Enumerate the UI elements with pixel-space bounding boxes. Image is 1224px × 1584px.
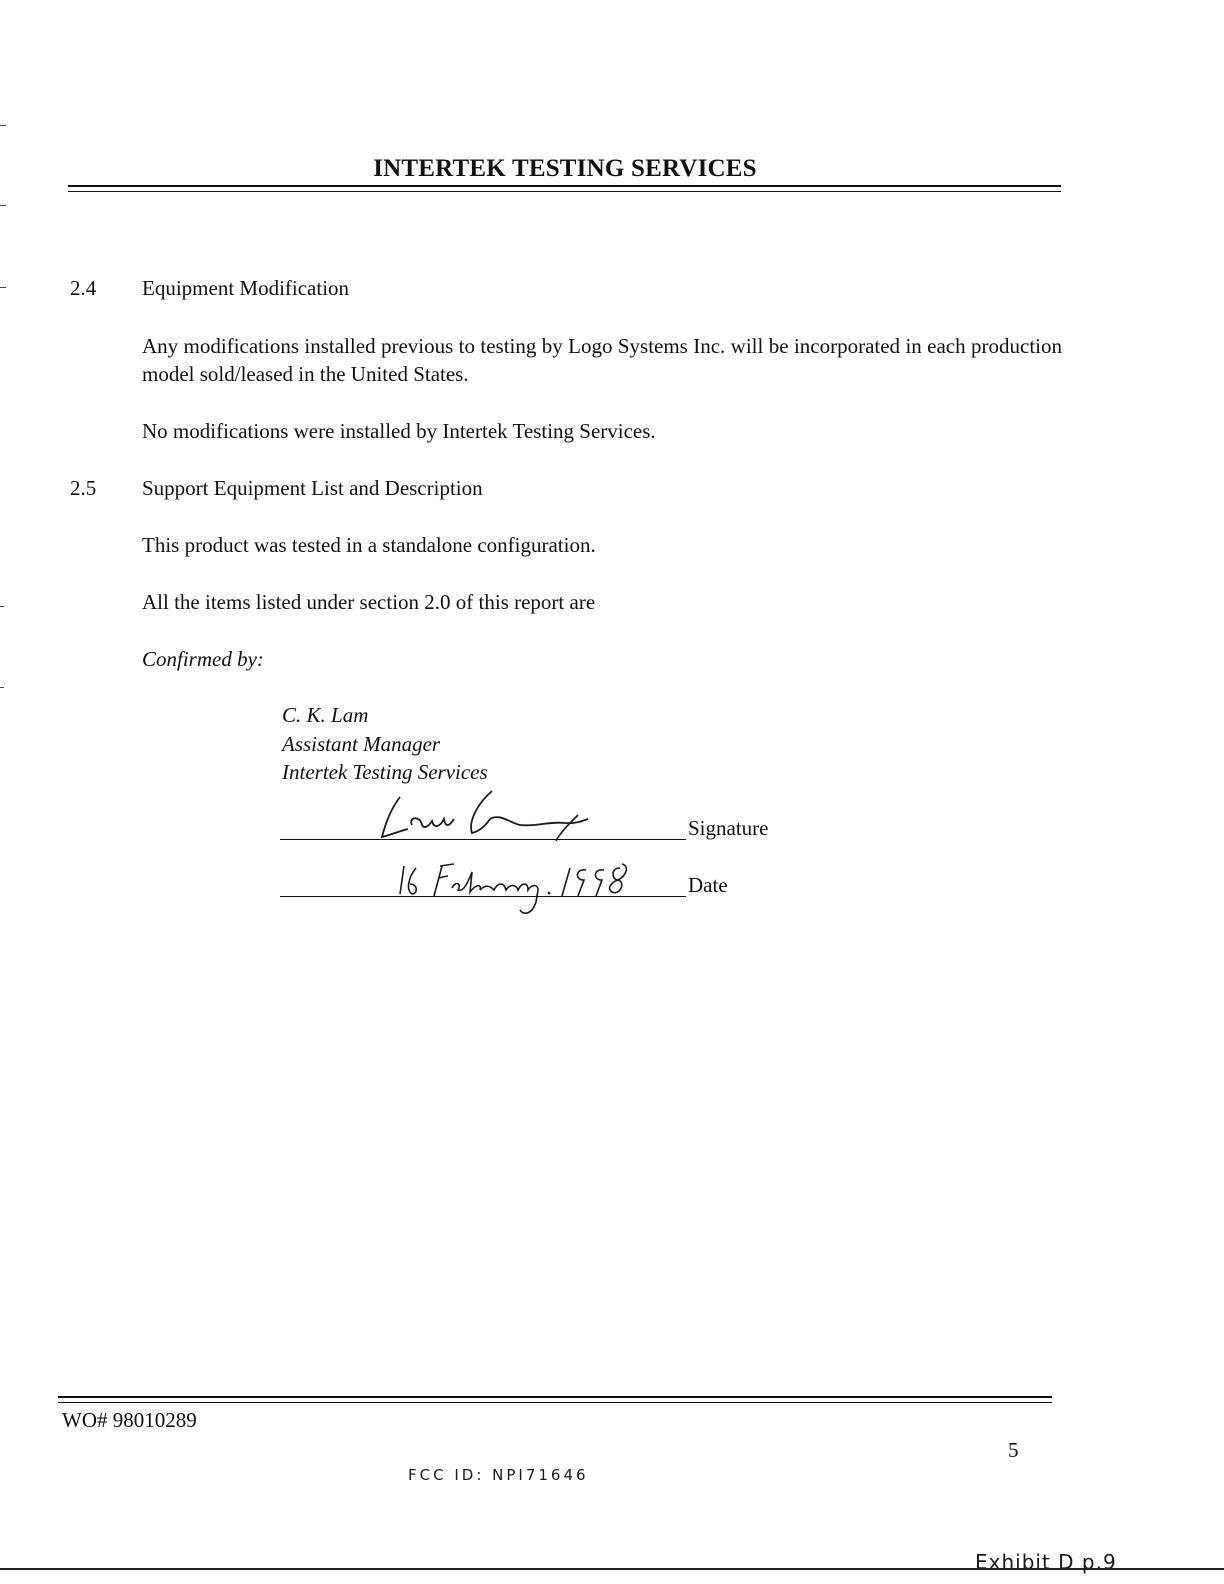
margin-tick	[0, 606, 4, 607]
page-number: 5	[1008, 1438, 1019, 1462]
signature-line	[280, 839, 686, 840]
section-number: 2.4	[70, 276, 97, 300]
margin-tick	[0, 125, 6, 126]
paragraph: All the items listed under section 2.0 of this report are	[142, 590, 596, 614]
scan-edge-line	[0, 1568, 1224, 1570]
handwritten-date	[390, 858, 640, 922]
signature-label: Signature	[688, 816, 769, 840]
confirmed-by-label: Confirmed by:	[142, 647, 264, 671]
paragraph: Any modifications installed previous to testing by Logo Systems Inc. will be incorporated in each production model sold/leased in the United States.	[142, 334, 1062, 386]
margin-tick	[0, 687, 4, 688]
page-title: INTERTEK TESTING SERVICES	[373, 155, 757, 182]
signatory-position: Assistant Manager	[282, 732, 441, 756]
exhibit-handwritten: Exhibit D p.9	[975, 1550, 1117, 1574]
footer-divider	[58, 1396, 1052, 1403]
signature-drawing	[360, 785, 620, 845]
date-line	[280, 896, 686, 897]
handwritten-signature	[360, 785, 620, 845]
signatory-company: Intertek Testing Services	[282, 760, 488, 784]
section-title: Equipment Modification	[142, 276, 350, 300]
section-title: Support Equipment List and Description	[142, 476, 483, 500]
paragraph: No modifications were installed by Intertek Testing Services.	[142, 419, 656, 443]
margin-tick	[0, 205, 6, 206]
header-divider	[68, 185, 1061, 192]
date-label: Date	[688, 873, 728, 897]
section-number: 2.5	[70, 476, 97, 500]
work-order-number: WO# 98010289	[62, 1408, 197, 1432]
date-handwriting-drawing	[390, 858, 640, 922]
margin-tick	[0, 287, 6, 288]
paragraph: This product was tested in a standalone configuration.	[142, 533, 596, 557]
fcc-id-handwritten: FCC ID: NPI71646	[408, 1466, 589, 1484]
signatory-name: C. K. Lam	[282, 703, 369, 727]
